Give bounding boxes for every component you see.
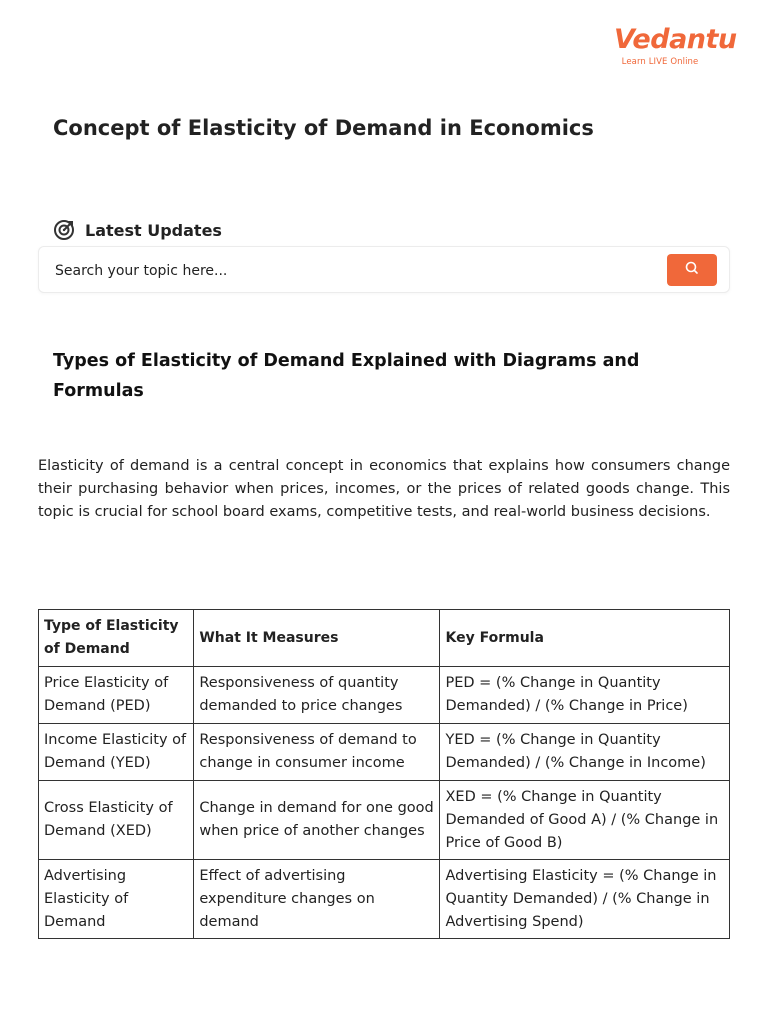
search-button[interactable] [667, 254, 717, 286]
table-cell: Change in demand for one good when price of another changes [194, 781, 440, 860]
table-header-row [39, 610, 730, 667]
table-header-cell: Key Formula [440, 610, 730, 667]
search-icon [684, 260, 700, 280]
table-cell: Price Elasticity of Demand (PED) [39, 667, 194, 724]
table-header-cell: Type of Elasticity of Demand [39, 610, 194, 667]
table-cell: Cross Elasticity of Demand (XED) [39, 781, 194, 860]
table-cell: YED = (% Change in Quantity Demanded) / (% Change in Income) [440, 724, 730, 781]
section-heading: Types of Elasticity of Demand Explained with Diagrams and Formulas [53, 351, 640, 401]
table-cell: Income Elasticity of Demand (YED) [39, 724, 194, 781]
page-title: Concept of Elasticity of Demand in Economics [53, 116, 594, 140]
table-cell: Advertising Elasticity = (% Change in Quantity Demanded) / (% Change in Advertising Spend) [440, 860, 730, 939]
elasticity-table [38, 609, 730, 939]
logo-wordmark: Vedantu [614, 24, 737, 55]
table-cell: Effect of advertising expenditure changes on demand [194, 860, 440, 939]
table-cell: PED = (% Change in Quantity Demanded) / (% Change in Price) [440, 667, 730, 724]
table-cell: XED = (% Change in Quantity Demanded of Good A) / (% Change in Price of Good B) [440, 781, 730, 860]
table-row [39, 667, 730, 724]
table-row [39, 781, 730, 860]
latest-updates-label: Latest Updates [85, 220, 222, 240]
table-cell: Responsiveness of quantity demanded to price changes [194, 667, 440, 724]
latest-updates[interactable] [53, 219, 222, 241]
table-cell: Advertising Elasticity of Demand [39, 860, 194, 939]
vedantu-logo[interactable] [614, 24, 737, 67]
table-row [39, 860, 730, 939]
logo-tagline: Learn LIVE Online [621, 57, 699, 67]
table-cell: Responsiveness of demand to change in consumer income [194, 724, 440, 781]
intro-paragraph: Elasticity of demand is a central concept in economics that explains how consumers change their purchasing behavior when prices, incomes, or the prices of related goods change. This topic is crucial for school board exams, competitive tests, and real-world business decisions. [38, 458, 730, 520]
search-input[interactable] [53, 258, 657, 284]
table-row [39, 724, 730, 781]
search-bar [38, 246, 730, 293]
table-header-cell: What It Measures [194, 610, 440, 667]
target-icon [53, 219, 75, 241]
